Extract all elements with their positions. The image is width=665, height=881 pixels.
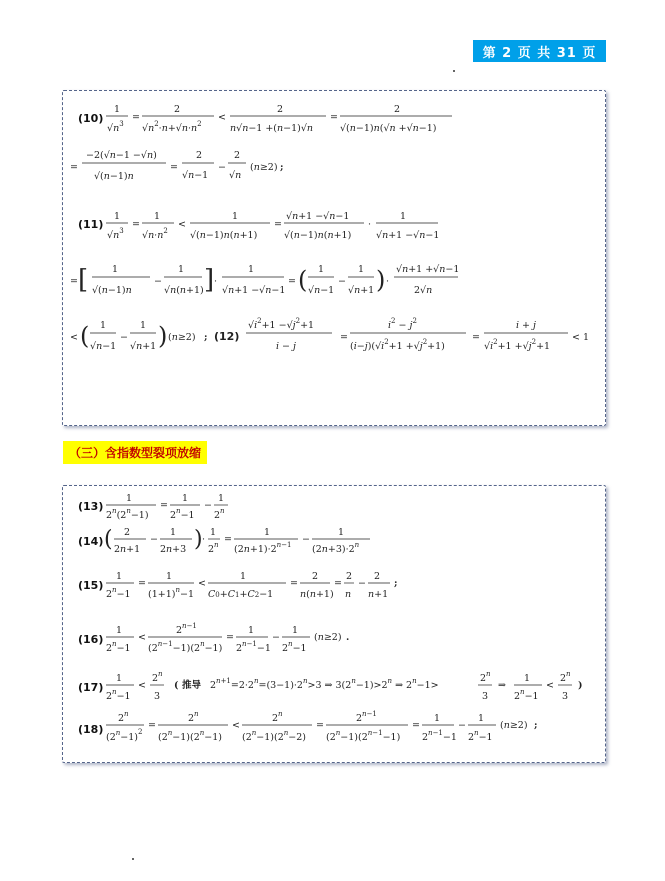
svg-text:1: 1 (100, 320, 107, 331)
svg-text:=: = (412, 720, 420, 731)
svg-text:i + j: i + j (516, 320, 536, 331)
svg-text:=: = (70, 162, 78, 173)
svg-text:1: 1 (170, 527, 177, 538)
svg-text:<: < (178, 219, 186, 230)
svg-text:2: 2 (346, 571, 353, 582)
svg-text:1: 1 (318, 264, 325, 275)
svg-text:(2n+3)·2n: $(2n+3)\cdot 2^n$ (312, 541, 360, 555)
svg-text:1: 1 (338, 527, 345, 538)
svg-text:=: = (340, 332, 348, 343)
svg-text:2n−1−1: $2^{n-1}-1$ (236, 640, 271, 654)
formula-14 (104, 524, 384, 563)
svg-text:=: = (138, 578, 146, 589)
svg-text:2: 2 (124, 527, 131, 538)
formula-10-line2 (70, 146, 290, 193)
svg-text:=: = (170, 162, 178, 173)
svg-text:1: 1 (240, 571, 247, 582)
svg-text:1: 1 (232, 211, 239, 222)
svg-text:n+1: n+1 (368, 589, 389, 600)
svg-text:2n: 2$^n$ (118, 710, 129, 724)
svg-text:(2n+1)·2n−1: $(2n+1)\cdot 2^{n-1}$ (234, 541, 292, 555)
svg-text:2n−1: $2^n-1$ (514, 688, 539, 702)
svg-text:(1+1)n−1: $(1+1)^n-1$ (148, 586, 194, 600)
formula-16 (104, 622, 364, 665)
svg-text:1: 1 (154, 211, 161, 222)
svg-text:(2n−1)(2n−1−1): $(2^n-1)(2^{n-1}-1)$ (326, 729, 401, 743)
svg-text:=: = (70, 276, 78, 287)
svg-text:(n≥2): (n≥2) (250, 162, 278, 173)
svg-text:=: = (148, 720, 156, 731)
svg-text:=: = (290, 578, 298, 589)
svg-text:<: < (546, 680, 554, 691)
svg-text:2n(2n−1): $2^n(2^n-1)$ (106, 507, 149, 521)
formula-15 (104, 568, 404, 611)
svg-text:1: 1 (116, 625, 123, 636)
svg-text:−: − (338, 276, 346, 287)
svg-text:2n−1: $2^n-1$ (468, 729, 493, 743)
svg-text:1: 1 (400, 211, 407, 222)
svg-text:(2n−1−1)(2n−1): $(2^{n-1}-1)(2^n-1)$ (148, 640, 223, 654)
formula-11-line1 (104, 207, 444, 252)
svg-text:−: − (272, 632, 280, 643)
svg-text:2: 2 (234, 150, 241, 161)
svg-text:·: · (368, 219, 372, 230)
svg-text:1: 1 (178, 264, 185, 275)
item-number: (15) (78, 579, 104, 592)
svg-text:1: 1 (292, 625, 299, 636)
svg-text:1: 1 (358, 264, 365, 275)
svg-text:−: − (120, 332, 128, 343)
svg-text:2: 2 (174, 104, 181, 115)
svg-text:n√n−1 +(n−1)√n: n√n−1 +(n−1)√n (230, 123, 314, 134)
svg-text:3: 3 (154, 691, 161, 702)
svg-text:1: 1 (434, 713, 441, 724)
svg-text:·: · (202, 534, 206, 545)
item-number: (10) (78, 112, 104, 125)
svg-text:1: 1 (264, 527, 271, 538)
formula-17 (104, 670, 594, 713)
svg-text:i2 − j2: $i^2 - j^2$ (388, 317, 417, 331)
svg-text:2n+3: 2n+3 (160, 544, 187, 555)
svg-text:1: 1 (112, 264, 119, 275)
svg-text:1: 1 (524, 673, 531, 684)
svg-text:−: − (154, 276, 162, 287)
svg-text:(: ( (104, 527, 113, 552)
svg-text:2n: 2$^n$ (188, 710, 199, 724)
svg-text:−: − (358, 578, 366, 589)
svg-text:;: ; (204, 332, 208, 343)
svg-text:=: = (132, 112, 140, 123)
svg-text:√(n−1)n(n+1): √(n−1)n(n+1) (190, 230, 258, 241)
svg-text:√n2·n+√n·n2: $√n^2\cdot n+√n\cdot n^2$ (142, 120, 202, 134)
svg-text:·: · (386, 276, 390, 287)
svg-text:=: = (316, 720, 324, 731)
section-title: （三）含指数型裂项放缩 (63, 441, 207, 464)
svg-text:√i2+1 +√j2+1: $√i^2+1 +√j^2+1$ (484, 338, 551, 352)
svg-text:=: = (224, 534, 232, 545)
svg-text:1: 1 (478, 713, 485, 724)
svg-text:=: = (288, 276, 296, 287)
decorative-dot (132, 858, 134, 860)
svg-text:< 1: < 1 (572, 332, 590, 343)
svg-text:1: 1 (116, 673, 123, 684)
svg-text:;: ; (280, 162, 284, 173)
svg-text:): ) (376, 266, 386, 294)
svg-text:2n: 2$^n$ (272, 710, 283, 724)
svg-text:1: 1 (126, 493, 133, 504)
svg-text:−: − (204, 500, 212, 511)
item-number: (18) (78, 723, 104, 736)
svg-text:i − j: i − j (276, 341, 296, 352)
formula-10-line1 (104, 100, 454, 145)
svg-text:1: 1 (218, 493, 225, 504)
svg-text:(i−j)(√i2+1 +√j2+1): $(i-j)(√i^2+1 +√j^2+1)$ (350, 338, 445, 352)
svg-text:√(n−1)n(√n +√n−1): √(n−1)n(√n +√n−1) (340, 123, 437, 134)
svg-text:<: < (138, 680, 146, 691)
svg-text:=: = (160, 500, 168, 511)
svg-text:√n−1: √n−1 (90, 341, 117, 352)
formula-11-line3-and-12 (70, 316, 600, 365)
svg-text:C0+C1+C2−1: C0+C1+C2−1 (208, 589, 274, 600)
svg-text:2n: 2$^n$ (214, 507, 225, 521)
svg-text:[: [ (78, 265, 89, 295)
svg-text:(2n−1)(2n−2): $(2^n-1)(2^n-2)$ (242, 729, 306, 743)
svg-text:√n−1: √n−1 (182, 170, 209, 181)
svg-text:<: < (70, 332, 78, 343)
svg-text:2: 2 (394, 104, 401, 115)
svg-text:1: 1 (248, 264, 255, 275)
svg-text:2: 2 (196, 150, 203, 161)
decorative-dot (453, 70, 455, 72)
item-number: (13) (78, 500, 104, 513)
svg-text:2n−1: $2^n-1$ (170, 507, 195, 521)
svg-text:n(n+1): n(n+1) (300, 589, 334, 600)
svg-text:√n3: $√n^3$ (107, 227, 124, 241)
svg-text:(2n−1)2: $(2^n-1)^2$ (106, 728, 143, 743)
svg-text:√n−1: √n−1 (308, 285, 335, 296)
proof-label: 推导 (182, 680, 202, 691)
svg-text:;: ; (534, 720, 538, 731)
svg-text:√n+1 −√n−1: √n+1 −√n−1 (286, 211, 350, 222)
svg-text:): ) (578, 680, 583, 691)
svg-text:2n: 2$^n$ (480, 670, 491, 684)
svg-text:√n+1 −√n−1: √n+1 −√n−1 (222, 285, 286, 296)
svg-text:(n≥2): (n≥2) (500, 720, 528, 731)
svg-text:.: . (346, 632, 350, 643)
svg-text:−: − (218, 162, 226, 173)
svg-text:3: 3 (562, 691, 569, 702)
svg-text:2n−1: $2^{n-1}$ (176, 622, 197, 636)
svg-text:−: − (458, 720, 466, 731)
svg-text:2n−1: $2^n-1$ (106, 640, 131, 654)
svg-text:(n≥2): (n≥2) (314, 632, 342, 643)
svg-text:2n−1: $2^n-1$ (282, 640, 307, 654)
svg-text:−2(√n−1 −√n): −2(√n−1 −√n) (86, 150, 157, 161)
svg-text:2n−1: $2^n-1$ (106, 586, 131, 600)
svg-text:√n+1: √n+1 (130, 341, 157, 352)
svg-text:√n+1: √n+1 (348, 285, 375, 296)
svg-text:n: n (345, 589, 352, 600)
svg-text:1: 1 (166, 571, 173, 582)
formula-18 (104, 710, 554, 755)
svg-text:2n: 2$^n$ (560, 670, 571, 684)
svg-text:=: = (132, 219, 140, 230)
svg-text:2n+1: 2n+1 (114, 544, 141, 555)
svg-text:(12): (12) (214, 330, 240, 343)
svg-text:=: = (226, 632, 234, 643)
svg-text:2: 2 (374, 571, 381, 582)
svg-text:−: − (302, 534, 310, 545)
svg-text:;: ; (394, 578, 398, 589)
svg-text:(: ( (298, 266, 308, 294)
svg-text:⇒: ⇒ (498, 680, 506, 691)
svg-text:<: < (138, 632, 146, 643)
svg-text:(: ( (174, 680, 179, 691)
svg-text:1: 1 (248, 625, 255, 636)
svg-text:√(n−1)n: √(n−1)n (94, 171, 134, 182)
svg-text:2n: 2$^n$ (208, 541, 219, 555)
svg-text:√n+1 −√n−1: √n+1 −√n−1 (376, 230, 440, 241)
item-number: (16) (78, 633, 104, 646)
svg-text:−: − (150, 534, 158, 545)
svg-text:(2n−1)(2n−1): $(2^n-1)(2^n-1)$ (158, 729, 222, 743)
svg-text:√n(n+1): √n(n+1) (164, 285, 204, 296)
svg-text:√(n−1)n(n+1): √(n−1)n(n+1) (284, 230, 352, 241)
svg-text:(n≥2): (n≥2) (168, 332, 196, 343)
svg-text:1: 1 (140, 320, 147, 331)
item-number: (17) (78, 681, 104, 694)
svg-text:2: 2 (312, 571, 319, 582)
svg-text:): ) (158, 322, 168, 350)
svg-text:1: 1 (116, 571, 123, 582)
svg-text:2n−1−1: $2^{n-1}-1$ (422, 729, 457, 743)
svg-text:2n+1=2·2n=(3−1)·2n>3 ⇒ 3(2n−1): $2^{n+1}=2\cdot 2^n=(3-1)\cdot 2^n>3$ ⇒ $3(2^n-1)>2^n$ ⇒ $2^n-1>$ (210, 677, 439, 691)
svg-text:3: 3 (482, 691, 489, 702)
svg-text:<: < (198, 578, 206, 589)
svg-text:<: < (232, 720, 240, 731)
svg-text:): ) (194, 527, 203, 552)
svg-text:=: = (330, 112, 338, 123)
svg-text:2n−1: $2^n-1$ (106, 688, 131, 702)
svg-text:√n: √n (229, 170, 242, 181)
svg-text:=: = (274, 219, 282, 230)
svg-text:1: 1 (114, 211, 121, 222)
item-number: (11) (78, 218, 104, 231)
svg-text:=: = (472, 332, 480, 343)
svg-text:]: ] (204, 265, 215, 295)
formula-11-line2 (70, 260, 470, 309)
svg-text:1: 1 (182, 493, 189, 504)
svg-text:1: 1 (210, 527, 217, 538)
svg-text:√n·n2: $√n\cdot n^2$ (142, 227, 168, 241)
svg-text:√i2+1 −√j2+1: $√i^2+1 -√j^2+1$ (248, 317, 315, 331)
svg-text:(: ( (80, 322, 90, 350)
page-number-badge: 第 2 页 共 31 页 (473, 40, 606, 62)
svg-text:1: 1 (114, 104, 121, 115)
svg-text:√n+1 +√n−1: √n+1 +√n−1 (396, 264, 460, 275)
svg-text:√n3: $√n^3$ (107, 120, 124, 134)
svg-text:2√n: 2√n (414, 285, 433, 296)
svg-text:2n−1: $2^{n-1}$ (356, 710, 377, 724)
svg-text:·: · (214, 276, 218, 287)
svg-text:2n: 2$^n$ (152, 670, 163, 684)
svg-text:=: = (334, 578, 342, 589)
svg-text:<: < (218, 112, 226, 123)
item-number: (14) (78, 535, 104, 548)
svg-text:2: 2 (277, 104, 284, 115)
svg-text:√(n−1)n: √(n−1)n (92, 285, 132, 296)
